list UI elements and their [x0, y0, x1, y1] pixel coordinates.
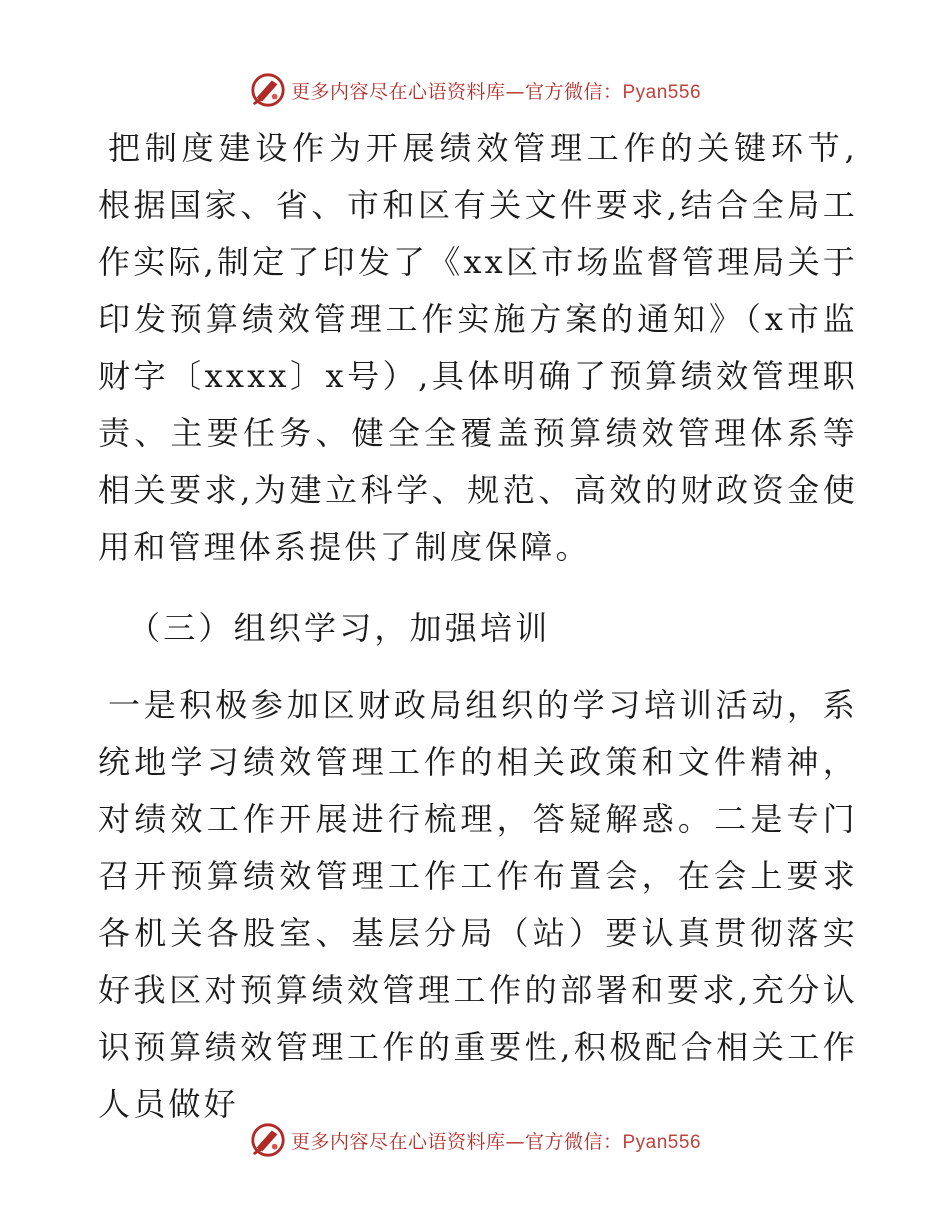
- body-paragraph-1: 把制度建设作为开展绩效管理工作的关键环节,根据国家、省、市和区有关文件要求,结合全局工作实际,制定了印发了《xx区市场监督管理局关于印发预算绩效管理工作实施方案的通知》（x市监财字〔xxxx〕x号）,具体明确了预算绩效管理职责、主要任务、健全全覆盖预算绩效管理体系等相关要求,为建立科学、规范、高效的财政资金使用和管理体系提供了制度保障。: [98, 129, 858, 566]
- wechat-id: Pyan556: [622, 81, 702, 103]
- brand-logo-icon: [249, 1121, 287, 1159]
- document-body: [98, 120, 858, 1133]
- wechat-id: Pyan556: [622, 1131, 702, 1153]
- footer-banner: [0, 1120, 950, 1160]
- header-banner: [0, 70, 950, 110]
- section-heading-3: （三）组织学习，加强培训: [128, 609, 551, 647]
- banner-caption: 更多内容尽在心语资料库—官方微信：Pyan556: [290, 1130, 702, 1153]
- body-paragraph-2: 一是积极参加区财政局组织的学习培训活动，系统地学习绩效管理工作的相关政策和文件精神，对绩效工作开展进行梳理，答疑解惑。二是专门召开预算绩效管理工作工作布置会，在会上要求各机关各股室、基层分局（站）要认真贯彻落实好我区对预算绩效管理工作的部署和要求,充分认识预算绩效管理工作的重要性,积极配合相关工作人员做好: [98, 686, 858, 1123]
- brand-logo-icon: [249, 71, 287, 109]
- banner-caption: 更多内容尽在心语资料库—官方微信：Pyan556: [290, 80, 702, 103]
